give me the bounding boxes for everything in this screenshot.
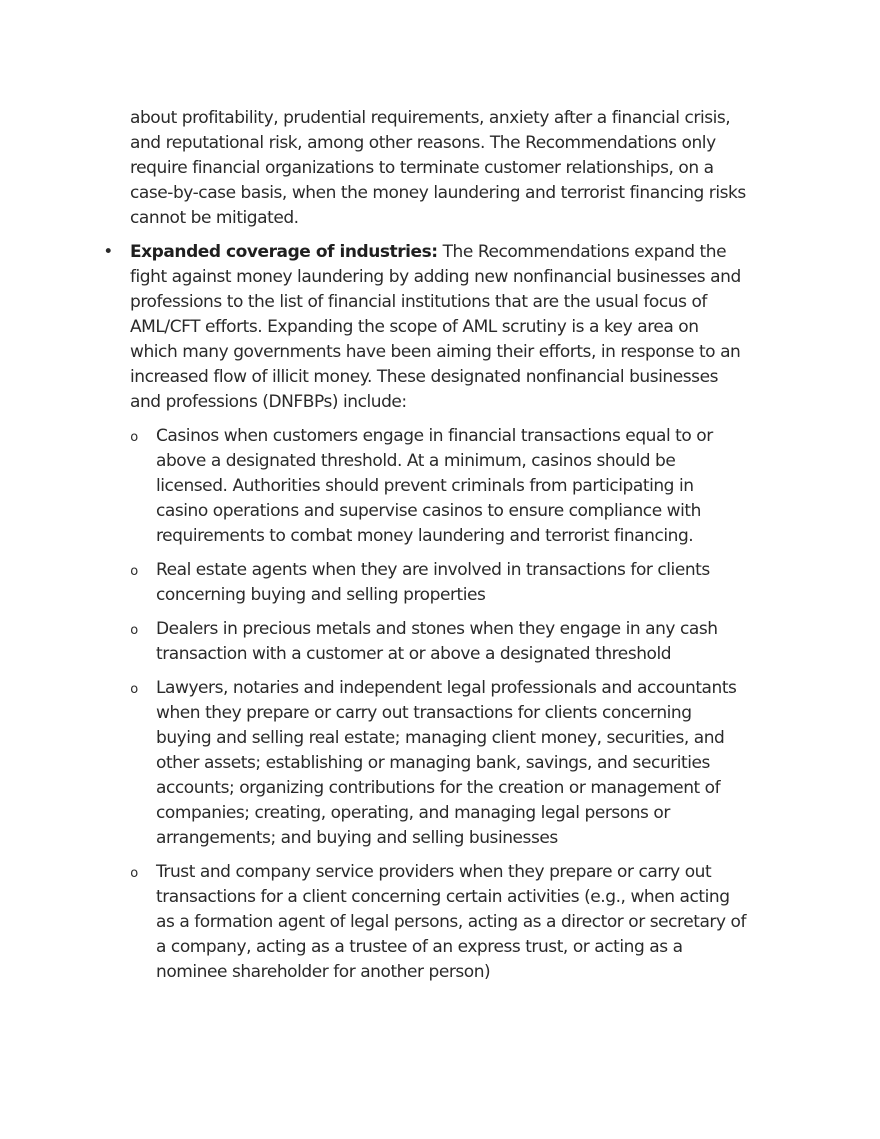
bullet-body-text: The Recommendations expand the fight against money laundering by adding new nonfinancial businesses and professions to the list of financial institutions that are the usual focus of AML/CFT efforts. Expanding the scope of AML scrutiny is a key area on which many governments have been aiming their efforts, in response to an increased flow of illicit money. These designated nonfinancial businesses and professions (DNFBPs) include: [130,242,741,412]
sub-bullet-marker: o [130,866,138,881]
sub-item-text: Dealers in precious metals and stones when they engage in any cash transaction with a customer at or above a designated threshold [156,619,718,664]
sub-bullet-marker: o [130,682,138,697]
sub-item-text: Lawyers, notaries and independent legal professionals and accountants when they prepare or carry out transactions for clients concerning buying and selling real estate; managing client money, securities, and other assets; establishing or managing bank, savings, and securities accounts; organizing contributions for the creation or management of companies; creating, operating, and managing legal persons or arrangements; and buying and selling businesses [156,678,737,848]
dnfbp-sublist [130,424,750,985]
sub-bullet-marker: o [130,430,138,445]
bullet-marker: • [103,242,113,262]
sub-item-text: Casinos when customers engage in financial transactions equal to or above a designated threshold. At a minimum, casinos should be licensed. Authorities should prevent criminals from participating in casino operations and supervise casinos to ensure compliance with requirements to combat money laundering and terrorist financing. [156,426,713,546]
sub-item-real-estate-agents [130,558,750,608]
bullet-lead-heading: Expanded coverage of industries: [130,242,438,262]
sub-bullet-marker: o [130,623,138,638]
sub-item-text: Real estate agents when they are involved in transactions for clients concerning buying and selling properties [156,560,710,605]
intro-paragraph: about profitability, prudential requirements, anxiety after a financial crisis, and reputational risk, among other reasons. The Recommendations only require financial organizations to terminate customer relationships, on a case-by-case basis, when the money laundering and terrorist financing risks cannot be mitigated. [130,108,746,228]
sub-item-lawyers-accountants [130,676,750,851]
sub-item-trust-company-providers [130,860,750,985]
bullet-item-expanded-coverage [103,240,750,415]
sub-item-casinos [130,424,750,549]
sub-bullet-marker: o [130,564,138,579]
sub-item-precious-metals-dealers [130,617,750,667]
document-body [103,106,750,994]
sub-item-text: Trust and company service providers when they prepare or carry out transactions for a client concerning certain activities (e.g., when acting as a formation agent of legal persons, acting as a director or secretary of a company, acting as a trustee of an express trust, or acting as a nominee shareholder for another person) [156,862,746,982]
